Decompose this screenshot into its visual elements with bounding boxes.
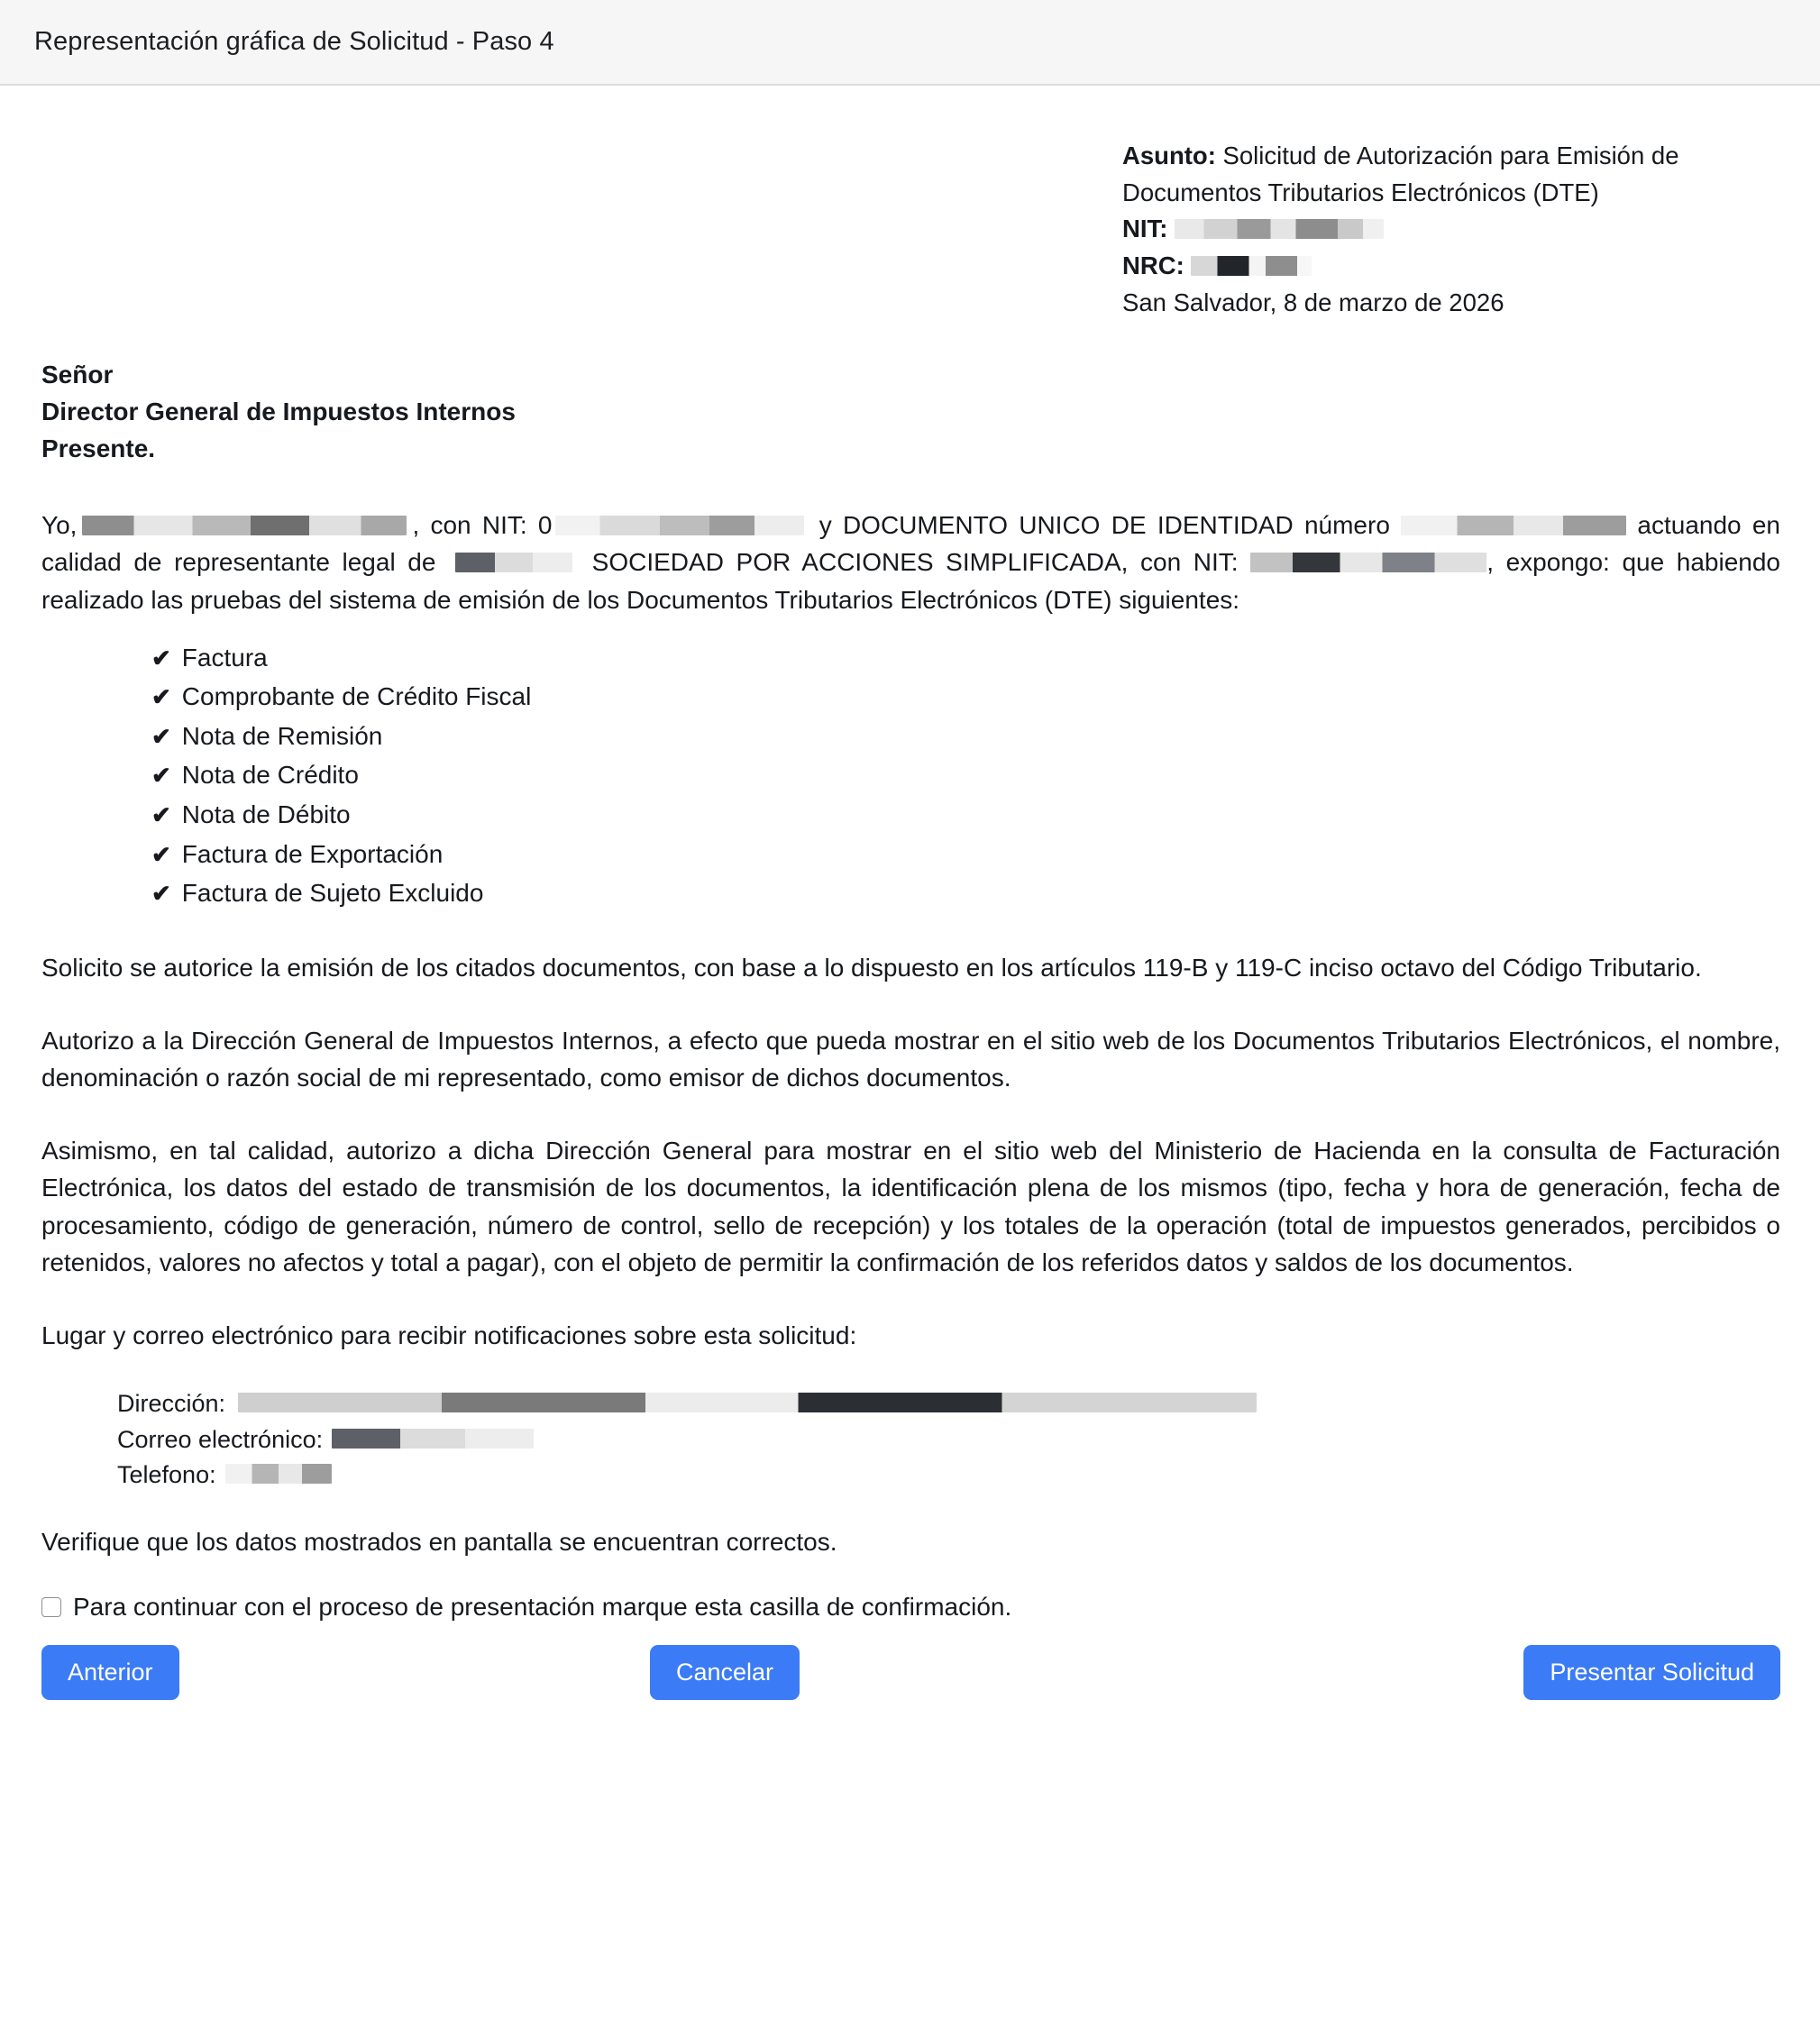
intro-y-dui: y DOCUMENTO UNICO DE IDENTIDAD número [808, 511, 1402, 540]
subject-label: Asunto: [1122, 142, 1216, 169]
letter-header-block [41, 138, 1780, 321]
intro-expongo: expongo: que habiendo realizado las pruebas del sistema de emisión de los Documentos Tributarios Electrónicos (DTE) siguientes: [41, 548, 1781, 614]
dte-item-label: Factura [181, 643, 268, 672]
dte-item-label: Nota de Crédito [181, 761, 359, 790]
check-icon: ✔ [151, 762, 171, 790]
check-icon: ✔ [151, 840, 171, 868]
phone-label: Telefono: [117, 1461, 216, 1489]
phone-value-redacted [225, 1464, 332, 1484]
dte-type-list [41, 638, 1780, 913]
dui-value-redacted [1401, 516, 1626, 535]
intro-con-nit: , con NIT: 0 [412, 511, 553, 540]
footer-actions [41, 1658, 1780, 1726]
intro-yo: Yo, [41, 511, 78, 540]
address-row [117, 1386, 1780, 1422]
window-title-bar [0, 0, 1820, 86]
paragraph-asimismo: Asimismo, en tal calidad, autorizo a dicha Dirección General para mostrar en el sitio web del Ministerio de Hacienda en la consulta de Facturación Electrónica, los datos del estado de transmisión de los documentos, la identificación plena de los mismos (tipo, fecha y hora de generación, fecha de procesamiento, código de generación, número de control, sello de recepción) y los totales de la operación (total de impuestos generados, percibidos o retenidos, valores no afectos y total a pagar), con el objeto de permitir la confirmación de los referidos datos y saldos de los documentos. [41, 1137, 1780, 1276]
addressee-block [41, 357, 1780, 467]
paragraph-autorizo: Autorizo a la Dirección General de Impuestos Internos, a efecto que pueda mostrar en el sitio web de los Documentos Tributarios Electrónicos, el nombre, denominación o razón social de mi representado, como emisor de dichos documentos. [41, 1027, 1780, 1092]
verify-text: Verifique que los datos mostrados en pantalla se encuentran correctos. [41, 1528, 837, 1557]
document-body [0, 138, 1820, 1726]
company-name-redacted [455, 553, 572, 572]
dte-item-label: Factura de Sujeto Excluido [181, 879, 484, 908]
check-icon: ✔ [151, 683, 171, 711]
list-item [151, 677, 1780, 717]
check-icon: ✔ [151, 644, 171, 672]
declarant-name-redacted [82, 516, 407, 535]
check-icon: ✔ [151, 801, 171, 829]
phone-row [117, 1458, 1780, 1494]
check-icon: ✔ [151, 880, 171, 908]
dte-item-label: Nota de Remisión [181, 721, 383, 750]
addressee-line-1: Señor [41, 361, 114, 389]
addressee-line-2: Director General de Impuestos Internos [41, 398, 516, 426]
intro-paragraph [41, 507, 1780, 617]
submit-request-button[interactable]: Presentar Solicitud [1523, 1645, 1780, 1700]
paragraph-lugar: Lugar y correo electrónico para recibir notificaciones sobre esta solicitud: [41, 1321, 857, 1349]
cancel-button[interactable]: Cancelar [650, 1645, 800, 1700]
paragraph-solicito: Solicito se autorice la emisión de los citados documentos, con base a lo dispuesto en los artículos 119-B y 119-C inciso octavo del Código Tributario. [41, 953, 1702, 982]
subject-line [1122, 138, 1780, 211]
list-item [151, 638, 1780, 678]
dte-item-label: Factura de Exportación [181, 839, 444, 868]
confirmation-checkbox-row[interactable] [41, 1593, 1780, 1622]
nit-line [1122, 211, 1780, 248]
email-row [117, 1422, 1780, 1458]
page-title: Representación gráfica de Solicitud - Paso 4 [34, 27, 554, 56]
addressee-line-3: Presente. [41, 434, 156, 462]
nrc-line [1122, 248, 1780, 285]
list-item [151, 755, 1780, 795]
confirmation-label: Para continuar con el proceso de presentación marque esta casilla de confirmación. [73, 1593, 1012, 1622]
email-value-redacted [332, 1429, 534, 1449]
intro-comma: , [1486, 548, 1494, 577]
email-label: Correo electrónico: [117, 1425, 324, 1453]
list-item [151, 717, 1780, 756]
intro-actuando: actuando en calidad de representante legal de [41, 511, 1780, 577]
list-item [151, 835, 1780, 874]
previous-button[interactable]: Anterior [41, 1645, 179, 1700]
nit-value-redacted [1175, 219, 1384, 239]
check-icon: ✔ [151, 722, 171, 750]
place-date: San Salvador, 8 de marzo de 2026 [1122, 288, 1504, 316]
nit-label: NIT: [1122, 215, 1168, 243]
dte-item-label: Nota de Débito [181, 800, 351, 829]
address-label: Dirección: [117, 1390, 226, 1418]
list-item [151, 795, 1780, 835]
dte-item-label: Comprobante de Crédito Fiscal [181, 682, 532, 711]
declarant-nit-redacted [555, 516, 804, 535]
confirmation-checkbox[interactable] [41, 1597, 61, 1617]
intro-company-type: SOCIEDAD POR ACCIONES SIMPLIFICADA, con NIT: [580, 548, 1251, 577]
nrc-label: NRC: [1122, 251, 1184, 280]
list-item [151, 873, 1780, 913]
nrc-value-redacted [1191, 256, 1312, 276]
contact-block [41, 1386, 1780, 1494]
address-value-redacted [238, 1393, 1257, 1412]
company-nit-redacted [1250, 553, 1486, 572]
subject-value: Solicitud de Autorización para Emisión de Documentos Tributarios Electrónicos (DTE) [1122, 142, 1679, 206]
